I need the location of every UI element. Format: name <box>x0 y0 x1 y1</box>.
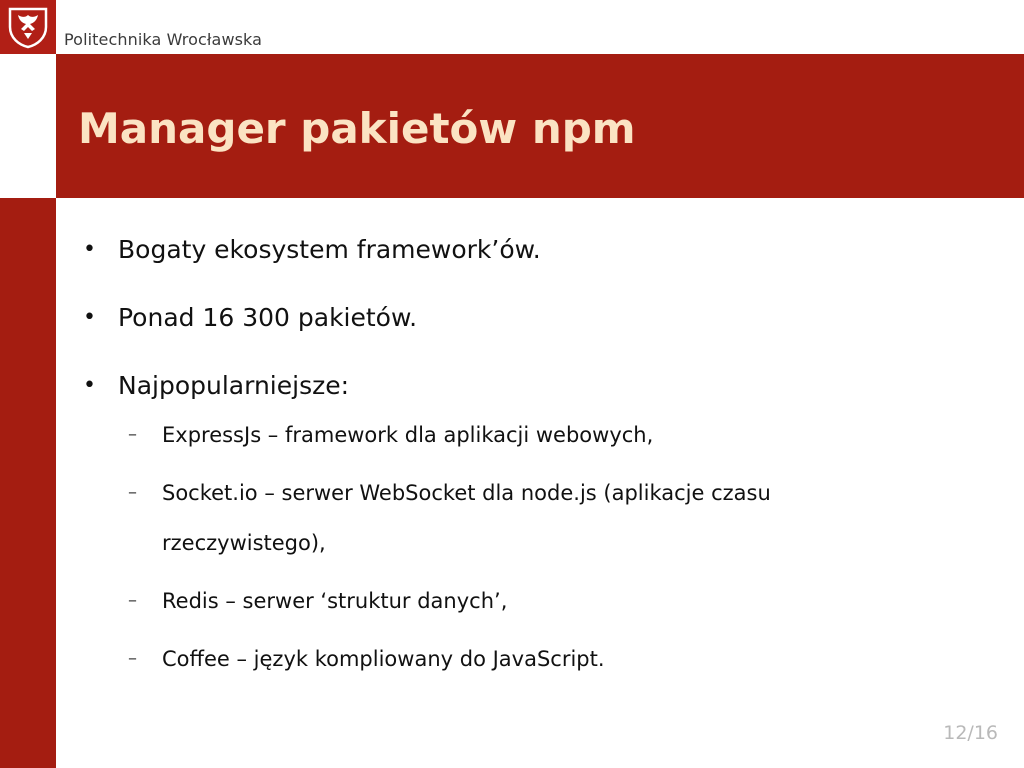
bullet-marker: • <box>83 373 96 398</box>
sub-bullet-text: ExpressJs – framework dla aplikacji webowych, <box>162 423 654 447</box>
sub-bullet-item <box>78 634 912 684</box>
organization-name: Politechnika Wrocławska <box>64 30 263 49</box>
sub-bullet-text: Socket.io – serwer WebSocket dla node.js (aplikacje czasu rzeczywistego), <box>162 481 771 555</box>
bullet-marker: • <box>83 237 96 262</box>
university-logo-icon <box>0 0 56 54</box>
sub-bullet-marker: – <box>128 424 137 445</box>
title-bar <box>56 54 1024 198</box>
bullet-item <box>78 298 998 338</box>
bullet-item <box>78 366 998 406</box>
left-decorative-stripe <box>0 198 56 768</box>
sub-bullet-text: Coffee – język kompliowany do JavaScript. <box>162 647 605 671</box>
sub-bullet-marker: – <box>128 482 137 503</box>
sub-bullet-item <box>78 468 912 568</box>
bullet-text: Bogaty ekosystem framework’ów. <box>118 235 541 264</box>
sub-bullet-marker: – <box>128 590 137 611</box>
sub-bullet-text: Redis – serwer ‘struktur danych’, <box>162 589 508 613</box>
sub-bullet-list <box>78 410 998 684</box>
sub-bullet-marker: – <box>128 648 137 669</box>
page-number: 12/16 <box>943 722 998 744</box>
sub-bullet-item <box>78 410 912 460</box>
bullet-marker: • <box>83 305 96 330</box>
slide-content <box>78 230 998 692</box>
bullet-text: Ponad 16 300 pakietów. <box>118 303 418 332</box>
slide-title: Manager pakietów npm <box>78 104 636 153</box>
bullet-text: Najpopularniejsze: <box>118 371 350 400</box>
sub-bullet-item <box>78 576 912 626</box>
eagle-crest-icon <box>6 5 50 49</box>
bullet-item <box>78 230 998 270</box>
